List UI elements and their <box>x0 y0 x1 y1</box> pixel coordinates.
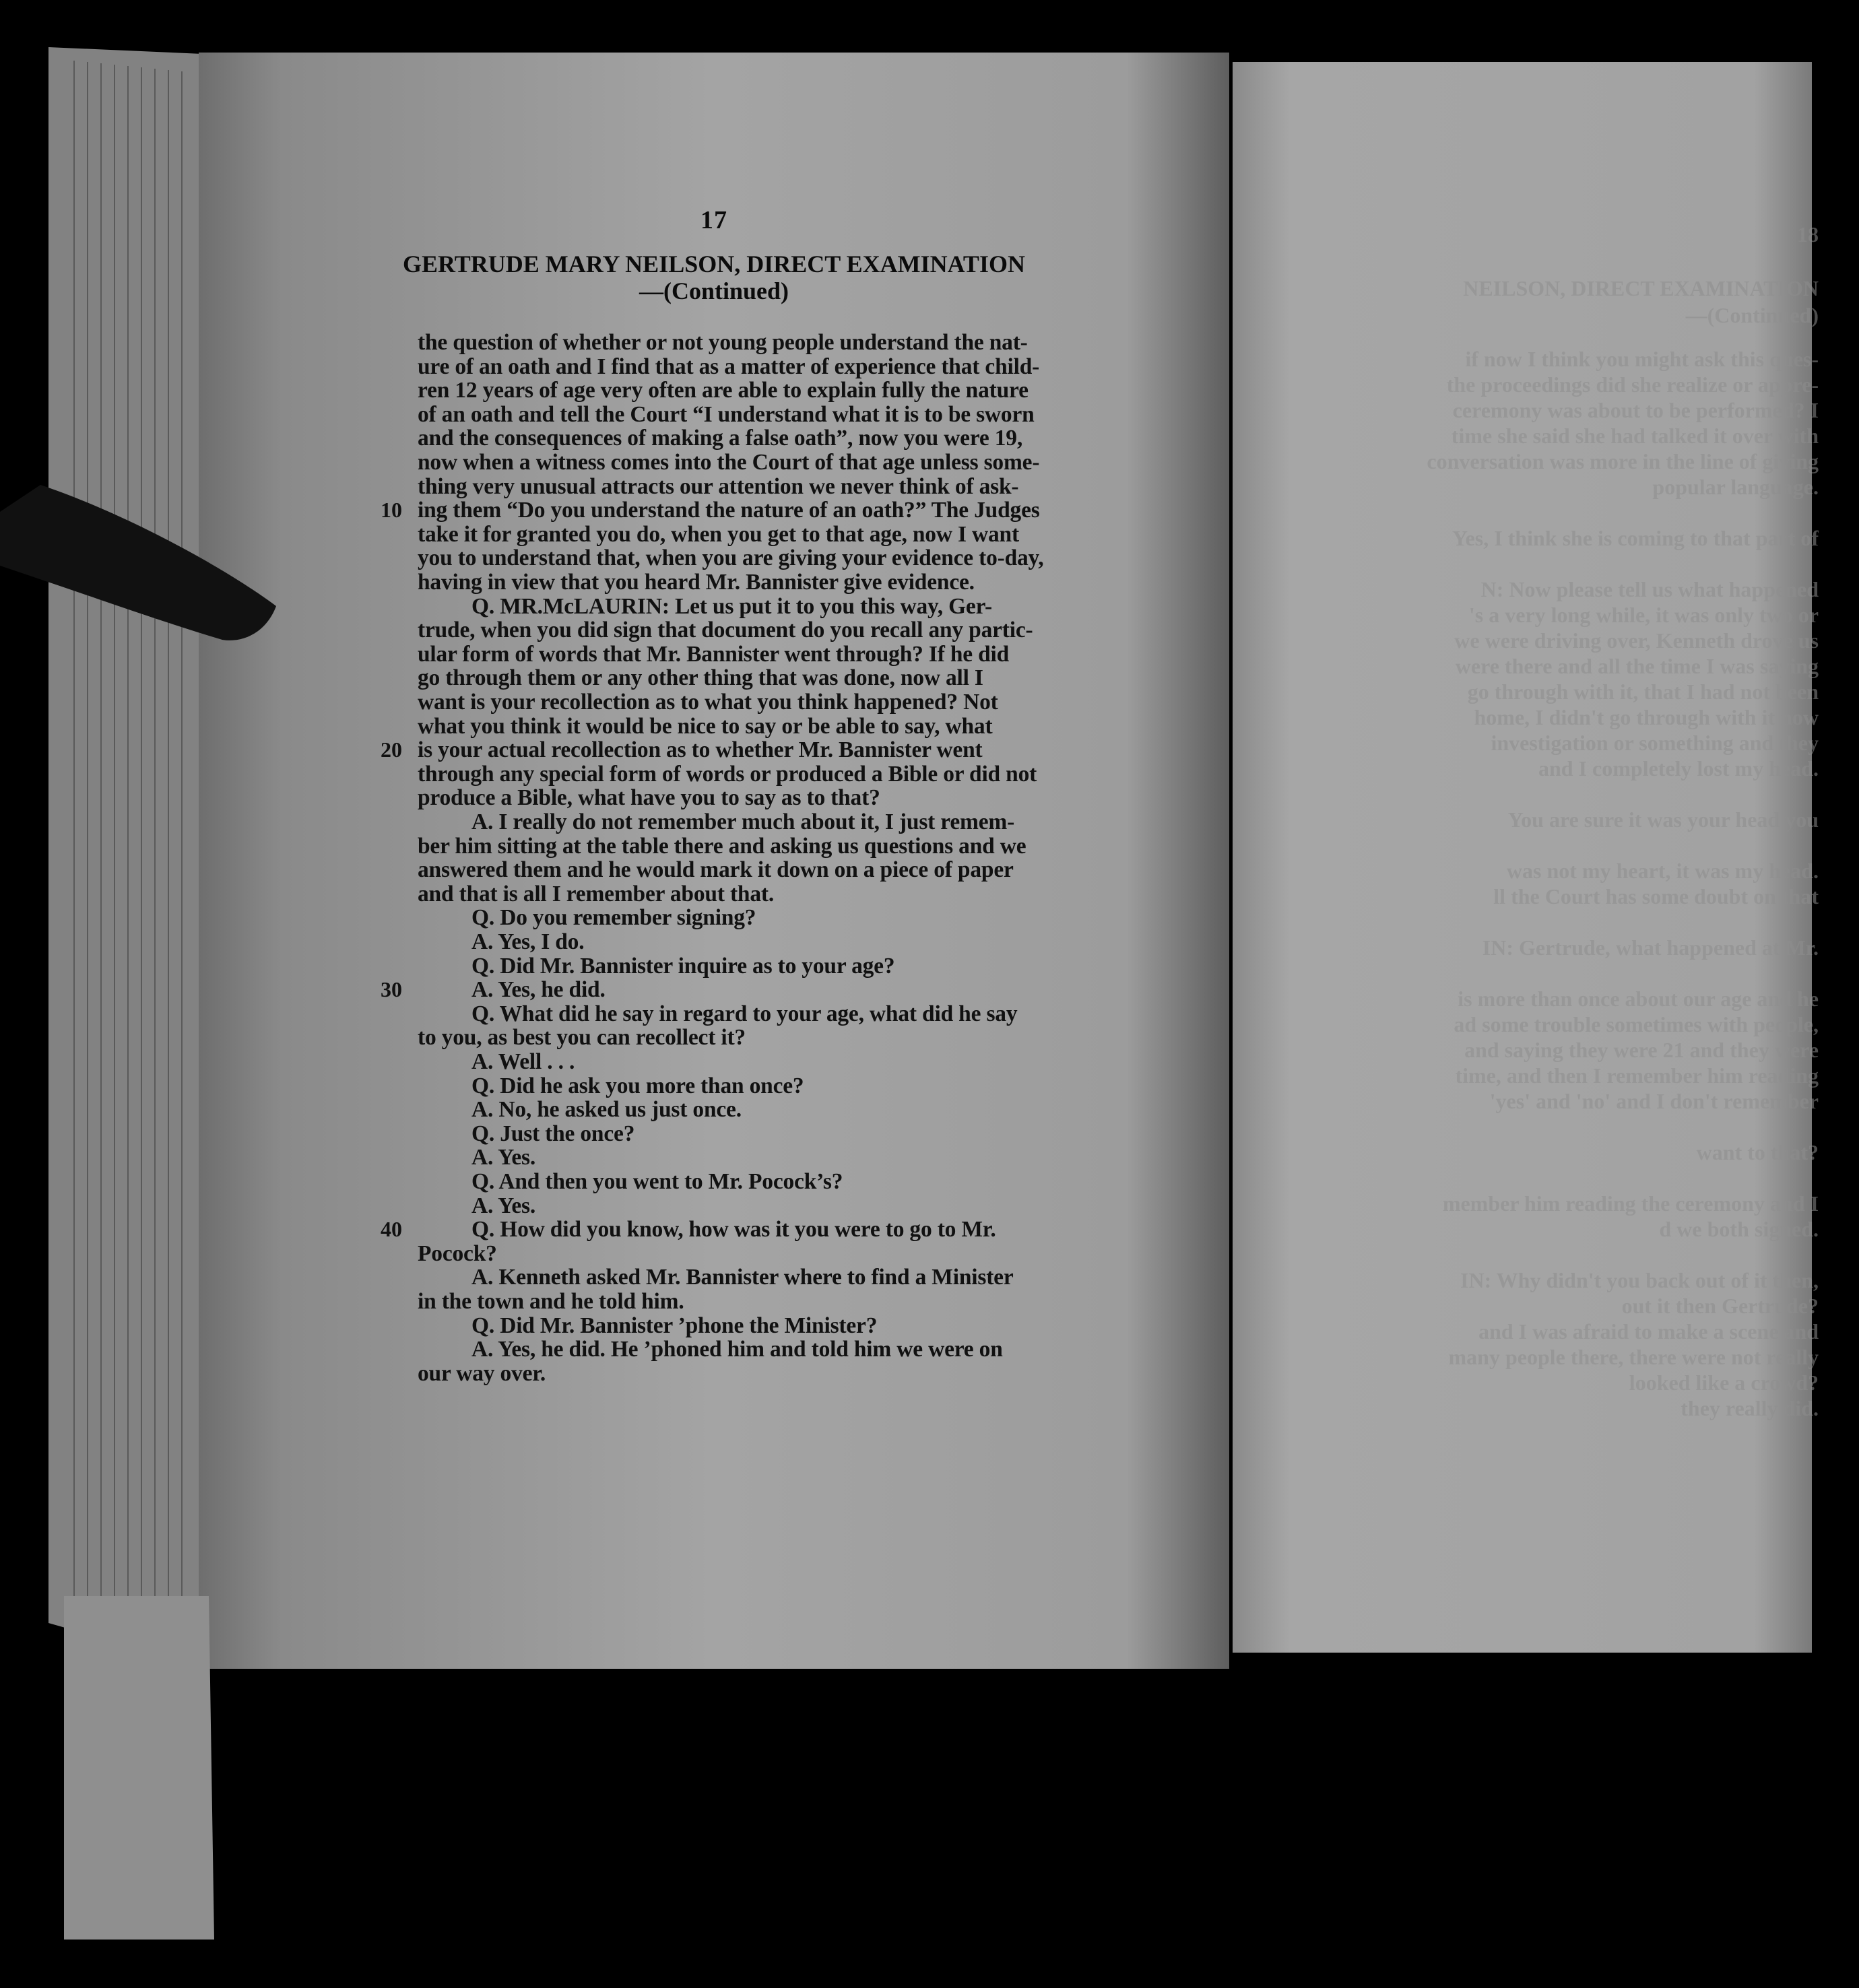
transcript-line: in the town and he told him. <box>418 1289 684 1314</box>
facing-page-line: You are sure it was your head you <box>1507 807 1819 832</box>
transcript-line: of an oath and tell the Court “I understand what it is to be sworn <box>418 401 1035 427</box>
transcript-line: trude, when you did sign that document do you recall any partic- <box>418 618 1033 643</box>
transcript-line: A. I really do not remember much about it, I just remem- <box>471 809 1015 834</box>
transcript-line: ure of an oath and I find that as a matter of experience that child- <box>418 354 1040 379</box>
facing-page-line: want to that? <box>1696 1140 1819 1164</box>
facing-page-heading-continued: —(Continued) <box>1685 303 1819 327</box>
margin-line-number: 20 <box>381 737 402 762</box>
facing-page-line: and saying they were 21 and they were <box>1464 1038 1819 1062</box>
facing-page-line: time she said she had talked it over with <box>1451 424 1819 448</box>
facing-page-line: the proceedings did she realize or appre- <box>1446 372 1819 397</box>
transcript-line: to you, as best you can recollect it? <box>418 1025 746 1051</box>
transcript-line: A. Yes. <box>471 1193 536 1218</box>
transcript-line: A. Yes. <box>471 1145 536 1170</box>
facing-page-line: were there and all the time I was saying <box>1455 654 1819 678</box>
page-heading <box>249 251 1179 304</box>
facing-page-line: ll the Court has some doubt on that <box>1493 884 1819 908</box>
transcript-line: Q. Do you remember signing? <box>471 905 756 931</box>
facing-page-line: we were driving over, Kenneth drove us <box>1454 628 1819 653</box>
heading-title: GERTRUDE MARY NEILSON, DIRECT EXAMINATION <box>403 251 1025 277</box>
transcript-line: Q. Did Mr. Bannister ’phone the Minister? <box>471 1313 878 1338</box>
transcript-line: ular form of words that Mr. Bannister went through? If he did <box>418 641 1010 667</box>
facing-page-line: and I completely lost my head. <box>1538 756 1819 781</box>
facing-page-line: looked like a crowd? <box>1629 1370 1819 1395</box>
facing-page-line: if now I think you might ask this ques- <box>1465 347 1819 371</box>
transcript-line: Q. Just the once? <box>471 1121 635 1146</box>
facing-page-line: conversation was more in the line of giving <box>1427 449 1819 473</box>
transcript-line: through any special form of words or produced a Bible or did not <box>418 761 1037 787</box>
facing-page-line: ad some trouble sometimes with people, <box>1454 1012 1819 1036</box>
transcript-line: produce a Bible, what have you to say as to that? <box>418 785 880 811</box>
margin-line-number: 40 <box>381 1217 402 1242</box>
facing-page-line: time, and then I remember him reading <box>1455 1063 1819 1088</box>
margin-line-number: 10 <box>381 498 402 523</box>
facing-page-bleed-through <box>1347 202 1819 1455</box>
transcript-line: having in view that you heard Mr. Bannister give evidence. <box>418 570 975 595</box>
card-scrap <box>64 1596 214 1940</box>
transcript-line: want is your recollection as to what you think happened? Not <box>418 690 998 715</box>
transcript-line: you to understand that, when you are giving your evidence to-day, <box>418 545 1044 571</box>
transcript-line: Q. How did you know, how was it you were to go to Mr. <box>471 1217 996 1242</box>
facing-page-line: investigation or something and they <box>1491 731 1819 755</box>
transcript-line: A. Kenneth asked Mr. Bannister where to find a Minister <box>471 1265 1014 1290</box>
transcript-line: is your actual recollection as to whether Mr. Bannister went <box>418 737 983 763</box>
facing-page-line: was not my heart, it was my head. <box>1506 859 1819 883</box>
transcript-line: ing them “Do you understand the nature of an oath?” The Judges <box>418 498 1040 523</box>
transcript-line: our way over. <box>418 1360 546 1386</box>
transcript-line: ber him sitting at the table there and asking us questions and we <box>418 833 1026 859</box>
transcript-line: Pocock? <box>418 1240 497 1266</box>
transcript-line: what you think it would be nice to say or be able to say, what <box>418 713 993 739</box>
heading-continued: —(Continued) <box>639 277 789 304</box>
transcript-line: Q. Did Mr. Bannister inquire as to your age? <box>471 953 895 979</box>
facing-page-line: popular language. <box>1652 475 1819 499</box>
transcript-line: A. Well . . . <box>471 1049 575 1074</box>
transcript-line: ren 12 years of age very often are able to explain fully the nature <box>418 378 1029 403</box>
transcript-line: A. Yes, he did. He ’phoned him and told him we were on <box>471 1337 1003 1362</box>
facing-page-line: IN: Why didn't you back out of it then, <box>1460 1268 1819 1292</box>
transcript-line: A. Yes, I do. <box>471 929 585 954</box>
facing-page-line: 's a very long while, it was only two or <box>1468 603 1819 627</box>
transcript-line: Q. MR.McLAURIN: Let us put it to you this way, Ger- <box>471 593 992 619</box>
transcript-line: thing very unusual attracts our attention we never think of ask- <box>418 473 1019 499</box>
facing-page-line: d we both signed. <box>1659 1217 1819 1241</box>
facing-page-line: and I was afraid to make a scene and <box>1478 1319 1819 1344</box>
transcript-line: take it for granted you do, when you get to that age, now I want <box>418 521 1019 547</box>
page-number: 17 <box>700 206 727 234</box>
facing-page-line: IN: Gertrude, what happened at Mr. <box>1482 935 1819 960</box>
margin-line-number: 30 <box>381 977 402 1002</box>
transcript-line: and the consequences of making a false oath”, now you were 19, <box>418 426 1023 451</box>
transcript-line: now when a witness comes into the Court of that age unless some- <box>418 450 1040 475</box>
facing-page-heading: NEILSON, DIRECT EXAMINATION <box>1463 276 1819 300</box>
transcript-line: A. Yes, he did. <box>471 977 606 1003</box>
facing-page-line: Yes, I think she is coming to that part of <box>1452 526 1819 550</box>
facing-page-line: out it then Gertrude? <box>1621 1294 1819 1318</box>
transcript-line: go through them or any other thing that was done, now all I <box>418 665 983 691</box>
facing-page-line: many people there, there were not really <box>1448 1345 1819 1369</box>
facing-page-line: is more than once about our age and he <box>1458 987 1819 1011</box>
facing-page-line: member him reading the ceremony and I <box>1442 1191 1819 1216</box>
transcript-line: Q. Did he ask you more than once? <box>471 1073 804 1098</box>
transcript-line: answered them and he would mark it down on a piece of paper <box>418 857 1014 883</box>
facing-page-line: they really did. <box>1681 1396 1819 1420</box>
facing-page-line: N: Now please tell us what happened <box>1480 577 1819 601</box>
page-stack-edges <box>48 47 202 1667</box>
transcript-line: A. No, he asked us just once. <box>471 1097 742 1123</box>
transcript-line: Q. What did he say in regard to your age, what did he say <box>471 1001 1018 1026</box>
facing-page-line: ceremony was about to be performed? I <box>1452 398 1819 422</box>
facing-page-number: 18 <box>1797 222 1819 246</box>
facing-page-line: go through with it, that I had not been <box>1467 680 1819 704</box>
transcript-line: and that is all I remember about that. <box>418 881 775 906</box>
facing-page-line: home, I didn't go through with it now <box>1474 705 1819 729</box>
facing-page-line: 'yes' and 'no' and I don't remember <box>1489 1089 1819 1113</box>
transcript-line: Q. And then you went to Mr. Pocock’s? <box>471 1169 843 1194</box>
transcript-line: the question of whether or not young people understand the nat- <box>418 330 1028 355</box>
